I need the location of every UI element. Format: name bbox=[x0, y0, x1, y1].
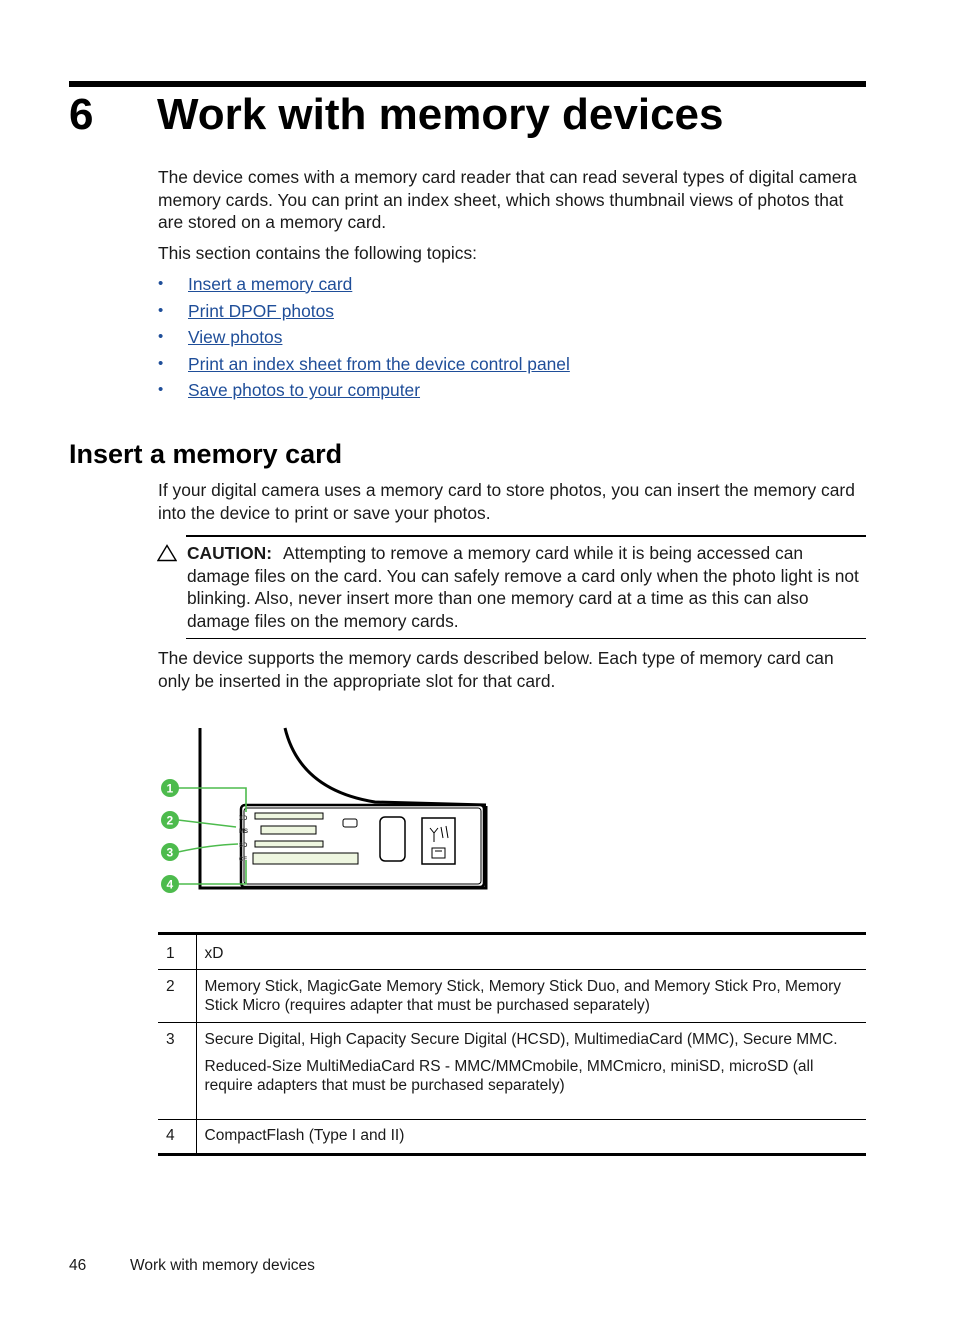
topic-link-save-photos[interactable]: Save photos to your computer bbox=[188, 380, 421, 401]
memory-card-slots-figure bbox=[150, 720, 495, 905]
table-cell-description bbox=[196, 1023, 866, 1120]
section-heading: Insert a memory card bbox=[69, 439, 343, 469]
topic-link-view-photos[interactable]: View photos bbox=[188, 327, 283, 348]
table-cell-number: 2 bbox=[158, 970, 196, 1023]
callout-line-2 bbox=[178, 820, 236, 827]
table-cell-number: 1 bbox=[158, 934, 196, 970]
caution-bottom-rule bbox=[186, 638, 866, 639]
topics-lead: This section contains the following topics: bbox=[158, 243, 477, 263]
device-top-curve bbox=[285, 728, 486, 805]
table-cell-text: Secure Digital, High Capacity Secure Digital (HCSD), MultimediaCard (MMC), Secure MMC. bbox=[204, 1031, 838, 1048]
caution-note bbox=[187, 542, 866, 632]
bullet-icon: • bbox=[158, 275, 164, 292]
table-row bbox=[158, 934, 866, 970]
caution-triangle-icon bbox=[157, 544, 177, 562]
callout-2-label: 2 bbox=[166, 813, 174, 828]
footer-page-number: 46 bbox=[69, 1257, 87, 1274]
table-cell-description: CompactFlash (Type I and II) bbox=[196, 1120, 866, 1155]
footer-running-title: Work with memory devices bbox=[130, 1257, 315, 1274]
slot-label-ms: MS bbox=[239, 829, 248, 835]
panel-button bbox=[380, 817, 405, 861]
caution-label: CAUTION: bbox=[187, 543, 273, 563]
photo-light bbox=[343, 819, 357, 827]
sd-slot bbox=[255, 841, 323, 847]
slot-label-xd: XD bbox=[239, 816, 248, 822]
chapter-top-rule bbox=[69, 81, 866, 87]
table-cell-text-secondary: Reduced-Size MultiMediaCard RS - MMC/MMCmobile, MMCmicro, miniSD, microSD (all require adapters that must be purchased separately) bbox=[204, 1058, 814, 1094]
callout-3-label: 3 bbox=[166, 845, 174, 860]
callout-1-label: 1 bbox=[166, 781, 174, 796]
table-cell-number: 3 bbox=[158, 1023, 196, 1120]
bullet-icon: • bbox=[158, 354, 164, 372]
supports-paragraph: The device supports the memory cards described below. Each type of memory card can only be inserted in the appropriate slot for that card. bbox=[158, 648, 834, 691]
caution-top-rule bbox=[186, 535, 866, 537]
callout-line-3 bbox=[178, 844, 238, 852]
memory-card-table bbox=[158, 932, 866, 1156]
intro-paragraph: The device comes with a memory card reader that can read several types of digital camera memory cards. You can print an index sheet, which shows thumbnail views of photos that are stored on a memory card. bbox=[158, 167, 857, 232]
table-row bbox=[158, 1023, 866, 1120]
callout-4-label: 4 bbox=[166, 877, 174, 892]
slot-label-cf: CF bbox=[239, 857, 247, 863]
caution-text: Attempting to remove a memory card while it is being accessed can damage files on the card. You can safely remove a card only when the photo light is not blinking. Also, never insert more than one memory card at a time as this can also damage files on the memory cards. bbox=[187, 543, 859, 631]
table-row bbox=[158, 1120, 866, 1155]
bullet-icon: • bbox=[158, 381, 164, 399]
table-row bbox=[158, 970, 866, 1023]
section-paragraph: If your digital camera uses a memory card to store photos, you can insert the memory card into the device to print or save your photos. bbox=[158, 480, 855, 523]
slot-label-sd: SD bbox=[239, 843, 248, 849]
table-cell-description: xD bbox=[196, 934, 866, 970]
chapter-title: Work with memory devices bbox=[157, 90, 724, 139]
wireless-button bbox=[422, 818, 455, 864]
table-cell-number: 4 bbox=[158, 1120, 196, 1155]
callout-leaders bbox=[178, 788, 246, 884]
xd-slot bbox=[255, 813, 323, 819]
bullet-icon: • bbox=[158, 301, 164, 319]
ms-slot bbox=[261, 826, 316, 834]
cf-slot bbox=[253, 853, 358, 864]
topic-link-print-index-sheet[interactable]: Print an index sheet from the device control panel bbox=[188, 353, 570, 374]
bullet-icon: • bbox=[158, 328, 164, 346]
callout-line-4 bbox=[178, 860, 246, 884]
callout-line-1 bbox=[178, 788, 246, 812]
table-cell-description: Memory Stick, MagicGate Memory Stick, Memory Stick Duo, and Memory Stick Pro, Memory Stick Micro (requires adapter that must be purchased separately) bbox=[196, 970, 866, 1023]
topic-link-insert-memory-card[interactable]: Insert a memory card bbox=[188, 274, 353, 294]
chapter-number: 6 bbox=[69, 90, 94, 139]
topic-link-print-dpof-photos[interactable]: Print DPOF photos bbox=[188, 300, 334, 321]
